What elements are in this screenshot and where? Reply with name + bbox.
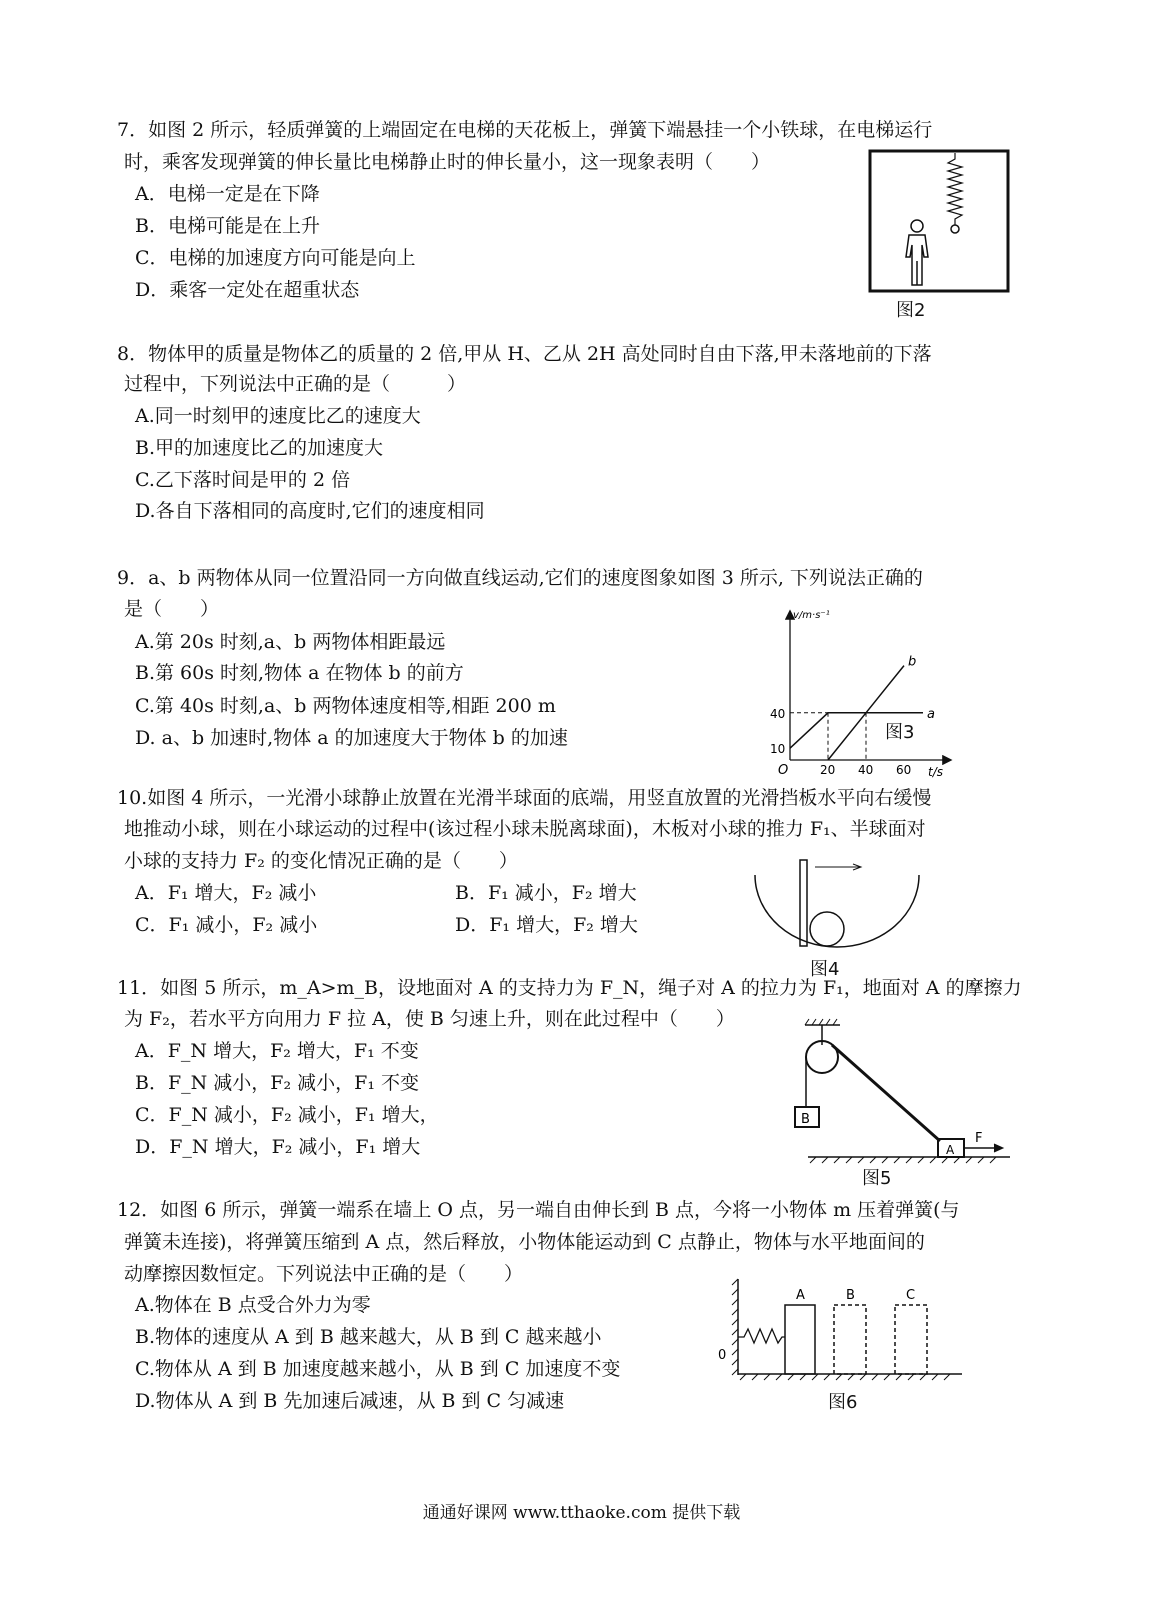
- figure-5-pulley: [790, 1015, 1015, 1165]
- q7-stem-line1: 7．如图 2 所示，轻质弹簧的上端固定在电梯的天花板上，弹簧下端悬挂一个小铁球，在电梯运行: [117, 119, 933, 141]
- q11-option-b: B．F_N 减小，F₂ 减小，F₁ 不变: [135, 1072, 419, 1094]
- q9-stem-line1: 9．a、b 两物体从同一位置沿同一方向做直线运动,它们的速度图象如图 3 所示, 下列说法正确的: [117, 567, 923, 589]
- q9-option-d: D. a、b 加速时,物体 a 的加速度大于物体 b 的加速: [135, 727, 568, 749]
- q8-option-d: D.各自下落相同的高度时,它们的速度相同: [135, 500, 485, 522]
- q10-stem-line2: 地推动小球，则在小球运动的过程中(该过程小球未脱离球面)，木板对小球的推力 F₁、半球面对: [124, 818, 926, 840]
- q8-option-c: C.乙下落时间是甲的 2 倍: [135, 469, 351, 491]
- block-at-a: [785, 1305, 815, 1374]
- block-at-c: [895, 1305, 927, 1374]
- block-at-b: [834, 1305, 866, 1374]
- q10-stem-line1: 10.如图 4 所示，一光滑小球静止放置在光滑半球面的底端，用竖直放置的光滑挡板水平向右缓慢: [117, 787, 932, 809]
- y-tick-label: 40: [770, 706, 786, 721]
- figure-4-caption: 图4: [810, 959, 840, 980]
- figure-3-velocity-time-chart: [760, 600, 960, 785]
- q10-option-a: A．F₁ 增大，F₂ 减小: [135, 882, 317, 904]
- q11-option-c: C．F_N 减小，F₂ 减小，F₁ 增大，: [135, 1104, 439, 1126]
- x-tick-label: 60: [896, 763, 912, 777]
- q9-option-a: A.第 20s 时刻,a、b 两物体相距最远: [135, 631, 446, 653]
- q12-stem-line3: 动摩擦因数恒定。下列说法中正确的是（ ）: [124, 1263, 524, 1285]
- footer-source: 通通好课网 www.tthaoke.com 提供下载: [422, 1503, 741, 1523]
- figure-6-spring-block: [710, 1275, 970, 1385]
- ball: [810, 912, 844, 946]
- y-axis-label: v/m·s⁻¹: [793, 610, 830, 621]
- figure-4-hemisphere: [745, 850, 930, 950]
- x-tick-label: 20: [820, 763, 836, 777]
- person-icon: [906, 220, 928, 285]
- q10-option-d: D．F₁ 增大，F₂ 增大: [455, 914, 638, 936]
- q12-option-b: B.物体的速度从 A 到 B 越来越大，从 B 到 C 越来越小: [135, 1326, 602, 1348]
- figure-6-caption: 图6: [828, 1392, 858, 1413]
- q7-option-b: B．电梯可能是在上升: [135, 215, 320, 237]
- q11-option-a: A．F_N 增大，F₂ 增大，F₁ 不变: [135, 1040, 419, 1062]
- q8-stem-line1: 8．物体甲的质量是物体乙的质量的 2 倍,甲从 H、乙从 2H 高处同时自由下落,甲未落地前的下落: [117, 343, 932, 365]
- figure-5-caption: 图5: [862, 1168, 892, 1189]
- force-label: F: [975, 1131, 983, 1146]
- q9-option-c: C.第 40s 时刻,a、b 两物体速度相等,相距 200 m: [135, 695, 556, 717]
- q7-option-c: C．电梯的加速度方向可能是向上: [135, 247, 416, 269]
- label-a: A: [796, 1288, 805, 1303]
- label-b: B: [846, 1288, 855, 1303]
- q12-option-c: C.物体从 A 到 B 加速度越来越小，从 B 到 C 加速度不变: [135, 1358, 621, 1380]
- q11-option-d: D．F_N 增大，F₂ 减小，F₁ 增大: [135, 1136, 421, 1158]
- x-tick-label: 40: [858, 763, 874, 777]
- q12-option-a: A.物体在 B 点受合外力为零: [135, 1294, 371, 1316]
- figure-3-caption: 图3: [885, 722, 915, 743]
- q8-option-b: B.甲的加速度比乙的加速度大: [135, 437, 384, 459]
- q12-stem-line2: 弹簧未连接)，将弹簧压缩到 A 点，然后释放，小物体能运动到 C 点静止，物体与水平地面间的: [124, 1231, 925, 1253]
- spring: [738, 1329, 785, 1343]
- figure-2-elevator: [860, 145, 1020, 295]
- q7-option-d: D．乘客一定处在超重状态: [135, 279, 360, 301]
- x-axis-label: t/s: [928, 765, 943, 779]
- q10-option-b: B．F₁ 减小，F₂ 增大: [455, 882, 637, 904]
- q7-option-a: A．电梯一定是在下降: [135, 183, 320, 205]
- block-b-label: B: [801, 1112, 810, 1127]
- q11-stem-line1: 11．如图 5 所示，m_A>m_B，设地面对 A 的支持力为 F_N，绳子对 A 的拉力为 F₁，地面对 A 的摩擦力: [117, 977, 1022, 999]
- q12-option-d: D.物体从 A 到 B 先加速后减速，从 B 到 C 匀减速: [135, 1390, 565, 1412]
- label-c: C: [906, 1288, 916, 1303]
- q11-stem-line2: 为 F₂，若水平方向用力 F 拉 A，使 B 匀速上升，则在此过程中（ ）: [124, 1008, 735, 1030]
- q8-option-a: A.同一时刻甲的速度比乙的速度大: [135, 405, 421, 427]
- q10-option-c: C．F₁ 减小，F₂ 减小: [135, 914, 318, 936]
- q10-stem-line3: 小球的支持力 F₂ 的变化情况正确的是（ ）: [124, 850, 518, 872]
- board: [800, 860, 807, 946]
- origin-label: O: [778, 763, 789, 778]
- q8-stem-line2: 过程中，下列说法中正确的是（ ）: [124, 373, 467, 395]
- block-a-label: A: [946, 1143, 955, 1157]
- q12-stem-line1: 12．如图 6 所示，弹簧一端系在墙上 O 点，另一端自由伸长到 B 点，今将一小物体 m 压着弹簧(与: [117, 1199, 960, 1221]
- figure-2-caption: 图2: [896, 300, 926, 321]
- y-tick-label: 10: [770, 742, 786, 757]
- series-label-b: b: [908, 654, 917, 670]
- q7-stem-line2: 时，乘客发现弹簧的伸长量比电梯静止时的伸长量小，这一现象表明（ ）: [124, 151, 771, 173]
- series-label-a: a: [927, 706, 935, 722]
- label-o: 0: [718, 1348, 727, 1363]
- q9-stem-line2: 是（ ）: [124, 598, 220, 620]
- q9-option-b: B.第 60s 时刻,物体 a 在物体 b 的前方: [135, 662, 464, 684]
